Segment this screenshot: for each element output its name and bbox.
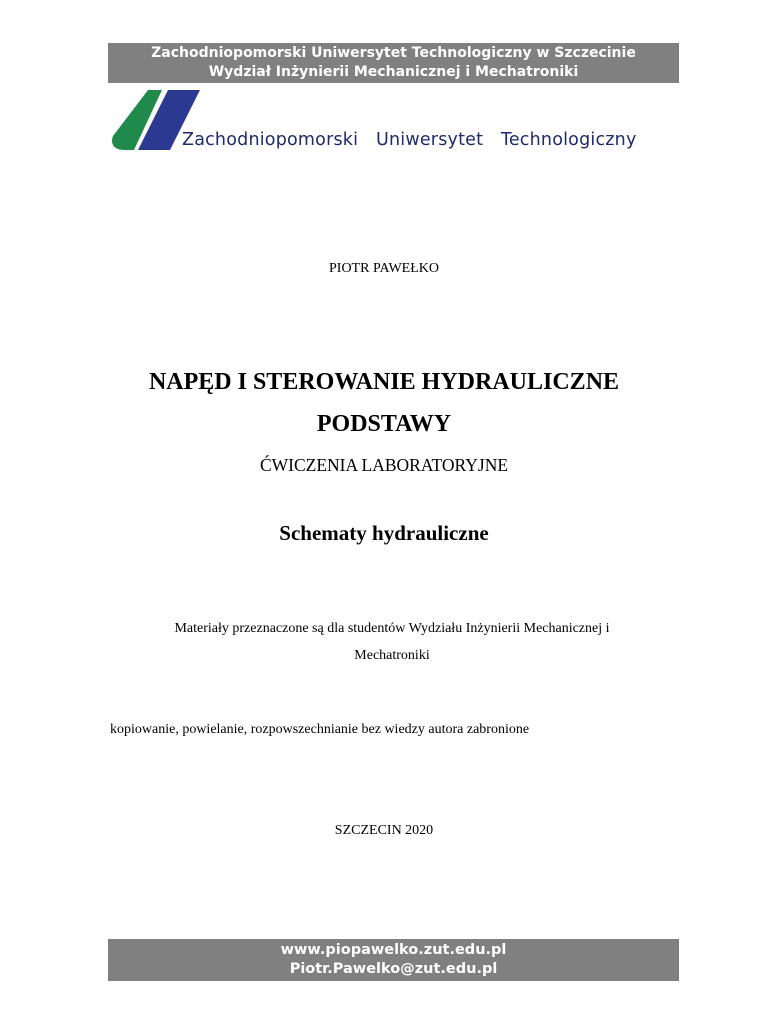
place-year: SZCZECIN 2020 [334, 823, 434, 838]
footer-website: www.piopawelko.zut.edu.pl [280, 942, 507, 958]
subtitle: ĆWICZENIA LABORATORYJNE [259, 455, 509, 475]
description-line-1: Materiały przeznaczone są dla studentów Wydziału Inżynierii Mechanicznej i [174, 621, 610, 636]
author-name: PIOTR PAWEŁKO [329, 261, 439, 276]
logo-word-3: Technologiczny [500, 130, 637, 150]
logo-wordmark [182, 130, 649, 150]
topic-title: Schematy hydrauliczne [279, 521, 489, 545]
logo-word-2: Uniwersytet [375, 130, 484, 150]
title-line-2: PODSTAWY [316, 411, 452, 437]
university-logo [110, 88, 680, 154]
title-line-1: NAPĘD I STEROWANIE HYDRAULICZNE [148, 369, 620, 395]
header-banner [108, 43, 679, 83]
footer-banner [108, 939, 679, 981]
copyright-notice: kopiowanie, powielanie, rozpowszechnianie bez wiedzy autora zabronione [110, 722, 530, 737]
footer-email: Piotr.Pawelko@zut.edu.pl [289, 961, 498, 977]
logo-word-1: Zachodniopomorski [182, 130, 359, 150]
description-line-2: Mechatroniki [354, 648, 430, 663]
header-faculty: Wydział Inżynierii Mechanicznej i Mechatroniki [208, 64, 579, 80]
header-university: Zachodniopomorski Uniwersytet Technologiczny w Szczecinie [151, 45, 636, 61]
